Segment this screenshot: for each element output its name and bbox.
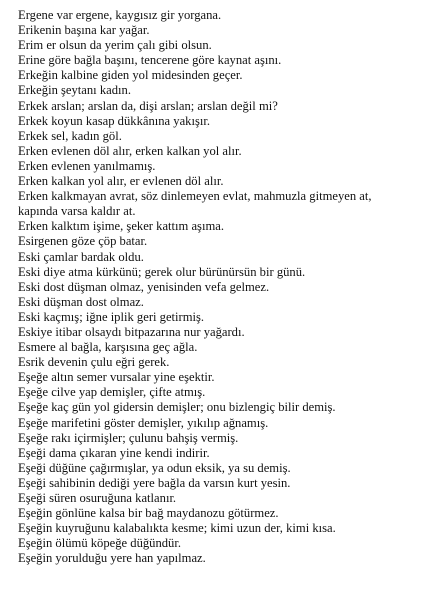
text-line: Eski dost düşman olmaz, yenisinden vefa gelmez. xyxy=(18,279,270,294)
text-line: Erikenin başına kar yağar. xyxy=(18,23,150,38)
text-line: Ergene var ergene, kaygısız gir yorgana. xyxy=(18,8,222,22)
text-line: Eşeğe marifetini göster demişler, yıkılıp ağnamış. xyxy=(18,415,269,430)
text-line: kapında varsa kaldır at. xyxy=(18,204,136,219)
text-line: Eski çamlar bardak oldu. xyxy=(18,249,144,264)
text-line: Eşeğe kaç gün yol gidersin demişler; onu bizlengiç bilir demiş. xyxy=(18,400,336,415)
text-line: Erken evlenen döl alır, erken kalkan yol alır. xyxy=(18,143,242,158)
text-line: Erken kalktım işime, şeker kattım aşıma. xyxy=(18,219,224,234)
text-line: Esmere al bağla, karşısına geç ağla. xyxy=(18,340,198,355)
text-line: Esirgenen göze çöp batar. xyxy=(18,234,148,249)
text-line: Eşeğin kuyruğunu kalabalıkta kesme; kimi uzun der, kimi kısa. xyxy=(18,521,336,536)
text-line: Erkek koyun kasap dükkânına yakışır. xyxy=(18,113,211,128)
text-line: Eski kaçmış; iğne iplik geri getirmiş. xyxy=(18,309,205,324)
text-line: Erkeğin kalbine giden yol midesinden geçer. xyxy=(18,68,243,83)
text-line: Esrik devenin çulu eğri gerek. xyxy=(18,355,170,370)
text-line: Eşeğin yorulduğu yere han yapılmaz. xyxy=(18,551,206,566)
text-line: Erim er olsun da yerim çalı gibi olsun. xyxy=(18,38,212,53)
text-line: Erken kalkan yol alır, er evlenen döl alır. xyxy=(18,174,224,189)
text-line: Eşeğe cilve yap demişler, çifte atmış. xyxy=(18,385,206,400)
text-line: Eşeği sahibinin dediği yere bağla da varsın kurt yesin. xyxy=(18,475,291,490)
text-line: Eşeğin gönlüne kalsa bir bağ maydanozu götürmez. xyxy=(18,506,279,521)
text-line: Eşeğe altın semer vursalar yine eşektir. xyxy=(18,370,215,385)
text-line: Erine göre bağla başını, tencerene göre kaynat aşını. xyxy=(18,53,282,68)
text-line: Eski düşman dost olmaz. xyxy=(18,294,144,309)
text-line: Eşeği dama çıkaran yine kendi indirir. xyxy=(18,445,210,460)
text-line: Erken kalkmayan avrat, söz dinlemeyen evlat, mahmuzla gitmeyen at, xyxy=(18,189,372,204)
text-line: Erkek sel, kadın göl. xyxy=(18,128,122,143)
text-line: Eski diye atma kürkünü; gerek olur bürünürsün bir günü. xyxy=(18,264,306,279)
text-line: Eşeğe rakı içirmişler; çulunu bahşiş vermiş. xyxy=(18,430,239,445)
text-line: Eşeği süren osuruğuna katlanır. xyxy=(18,491,177,505)
text-line: Eskiye itibar olsaydı bitpazarına nur yağardı. xyxy=(18,324,245,339)
proverb-list xyxy=(0,8,439,566)
text-line: Eşeği düğüne çağırmışlar, ya odun eksik, ya su demiş. xyxy=(18,460,291,475)
text-line: Erkeğin şeytanı kadın. xyxy=(18,83,131,98)
text-line: Erken evlenen yanılmamış. xyxy=(18,158,156,173)
text-line: Erkek arslan; arslan da, dişi arslan; arslan değil mi? xyxy=(18,98,278,113)
text-line: Eşeğin ölümü köpeğe düğündür. xyxy=(18,536,181,551)
